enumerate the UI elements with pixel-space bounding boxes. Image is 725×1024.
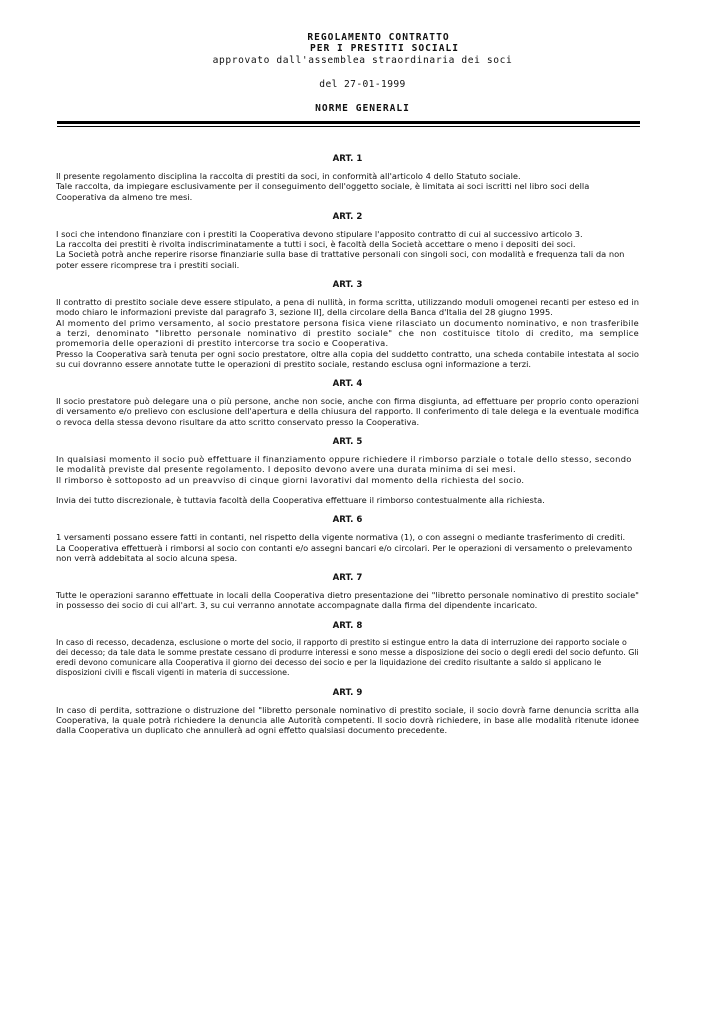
article-paragraph: Tale raccolta, da impiegare esclusivamente per il conseguimento dell'oggetto sociale, è limitata ai soci iscritti nel libro soci della Cooperativa da almeno tre mesi. bbox=[56, 181, 590, 202]
article-paragraph: Tutte le operazioni saranno effettuate in locali della Cooperativa dietro presentazione dei "libretto personale nominativo di prestito sociale" in possesso dei socio di cui all'art. 3, su cui verranno annotate accompagnate dalla firma del dipendente incaricato. bbox=[56, 590, 639, 611]
article-text bbox=[56, 638, 639, 678]
article-text bbox=[56, 171, 639, 202]
article-paragraph: Presso la Cooperativa sarà tenuta per ogni socio prestatore, oltre alla copia del suddetto contratto, una scheda contabile intestata al socio su cui dovranno essere annotate tutte le operazioni di prestito sociale, restando esclusa ogni informazione a terzi. bbox=[56, 348, 639, 369]
article-paragraph: In caso di perdita, sottrazione o distruzione del "libretto personale nominativo di prestito sociale, il socio dovrà farne denuncia scritta alla Cooperativa, la quale potrà richiedere la denuncia alle Autorità competenti. Il socio dovrà richiedere, in base alle modalità ritenute idonee dalla Cooperativa un duplicato che annullerà ad ogni effetto qualsiasi documento precedente. bbox=[56, 704, 639, 736]
article-paragraph: In qualsiasi momento il socio può effettuare il finanziamento oppure richiedere il rimborso parziale o totale dello stesso, secondo le modalità previste dal presente regolamento. I deposito devono avere una durata minima di sei mesi. bbox=[56, 454, 632, 475]
article-paragraph: In caso di recesso, decadenza, esclusione o morte del socio, il rapporto di prestito si estingue entro la data di interruzione dei rapporto sociale o dei decesso; da tale data le somme prestate cessano di produrre interessi e sono messe a disposizione dei socio o degli eredi del socio defunto. Gli eredi devono comunicare alla Cooperativa il giorno dei decesso dei socio e per la liquidazione dei credito risultante a saldo si applicano le disposizioni civili e fiscali vigenti in materia di successione. bbox=[56, 637, 639, 677]
article-text bbox=[56, 590, 639, 611]
article-title: ART. 5 bbox=[332, 437, 363, 448]
article-paragraph: Il rimborso è sottoposto ad un preavviso di cinque giorni lavorativi dal momento della richiesta del socio. bbox=[56, 474, 525, 485]
article-title: ART. 8 bbox=[332, 620, 363, 631]
article-paragraph: Il contratto di prestito sociale deve essere stipulato, a pena di nullità, in forma scritta, utilizzando moduli omogenei recanti per esteso ed in modo chiaro le informazioni previste dal paragrafo 3, sezione II], della circolare della Banca d'Italia del 28 giugno 1995. bbox=[56, 297, 639, 318]
article-title: ART. 3 bbox=[332, 280, 363, 291]
article-text bbox=[56, 297, 639, 369]
document-body bbox=[56, 154, 639, 746]
article-text bbox=[56, 532, 639, 563]
article-paragraph: Il presente regolamento disciplina la raccolta di prestiti da soci, in conformità all'articolo 4 dello Statuto sociale. bbox=[56, 171, 521, 181]
header-approved: approvato dall'assemblea straordinaria dei soci bbox=[212, 55, 513, 66]
article-paragraph: Al momento del primo versamento, al socio prestatore persona fisica viene rilasciato un documento nominativo, e non trasferibile a terzi, denominato "libretto personale nominativo di prestito sociale" che non costituisce titolo di credito, ma semplice promemoria delle operazioni di prestito intercorse tra socio e Cooperativa. bbox=[56, 317, 639, 349]
article-title: ART. 9 bbox=[332, 687, 363, 698]
article-paragraph: Il socio prestatore può delegare una o più persone, anche non socie, anche con firma disgiunta, ad effettuare per proprio conto operazioni di versamento e/o prelievo con esclusione dell'apertura e della chiusura del rapporto. Il conferimento di tale delega e la eventuale modifica o revoca della stessa devono risultare da atto scritto conservato presso la Cooperativa. bbox=[56, 396, 639, 427]
article-paragraph: Invia dei tutto discrezionale, è tuttavia facoltà della Cooperativa effettuare il rimborso contestualmente alla richiesta. bbox=[56, 494, 545, 505]
article-paragraph: La Società potrà anche reperire risorse finanziarie sulla base di trattative personali con singoli soci, con modalità e frequenza tali da non poter essere ricomprese tra i prestiti sociali. bbox=[56, 249, 625, 270]
article-paragraph: La Cooperativa effettuerà i rimborsi al socio con contanti e/o assegni bancari e/o circolari. Per le operazioni di versamento o prelevamento non verrà addebitata al socio alcuna spesa. bbox=[56, 542, 633, 563]
article-paragraph: La raccolta dei prestiti è rivolta indiscriminatamente a tutti i soci, è facoltà della Società accettare o meno i depositi dei soci. bbox=[56, 239, 576, 250]
header-title-line1: REGOLAMENTO CONTRATTO bbox=[307, 32, 450, 43]
header-divider-thick bbox=[57, 121, 640, 124]
article-text bbox=[56, 454, 639, 485]
document-header bbox=[0, 32, 725, 114]
article-text bbox=[56, 705, 639, 736]
article-title: ART. 7 bbox=[332, 573, 363, 584]
article-text bbox=[56, 495, 639, 505]
header-title-line2: PER I PRESTITI SOCIALI bbox=[309, 43, 460, 54]
article-text bbox=[56, 229, 639, 270]
article-paragraph: I soci che intendono finanziare con i prestiti la Cooperativa devono stipulare l'apposito contratto di cui al successivo articolo 3. bbox=[56, 228, 583, 239]
article-title: ART. 4 bbox=[332, 379, 363, 390]
article-title: ART. 2 bbox=[332, 211, 363, 222]
article-title: ART. 6 bbox=[332, 515, 363, 526]
header-date: del 27-01-1999 bbox=[319, 79, 406, 90]
article-text bbox=[56, 396, 639, 427]
article-title: ART. 1 bbox=[332, 154, 363, 164]
article-paragraph: 1 versamenti possano essere fatti in contanti, nel rispetto della vigente normativa (1), o con assegni o mediante trasferimento di crediti. bbox=[56, 532, 626, 543]
header-section: NORME GENERALI bbox=[315, 103, 410, 114]
header-divider-thin bbox=[57, 126, 640, 127]
